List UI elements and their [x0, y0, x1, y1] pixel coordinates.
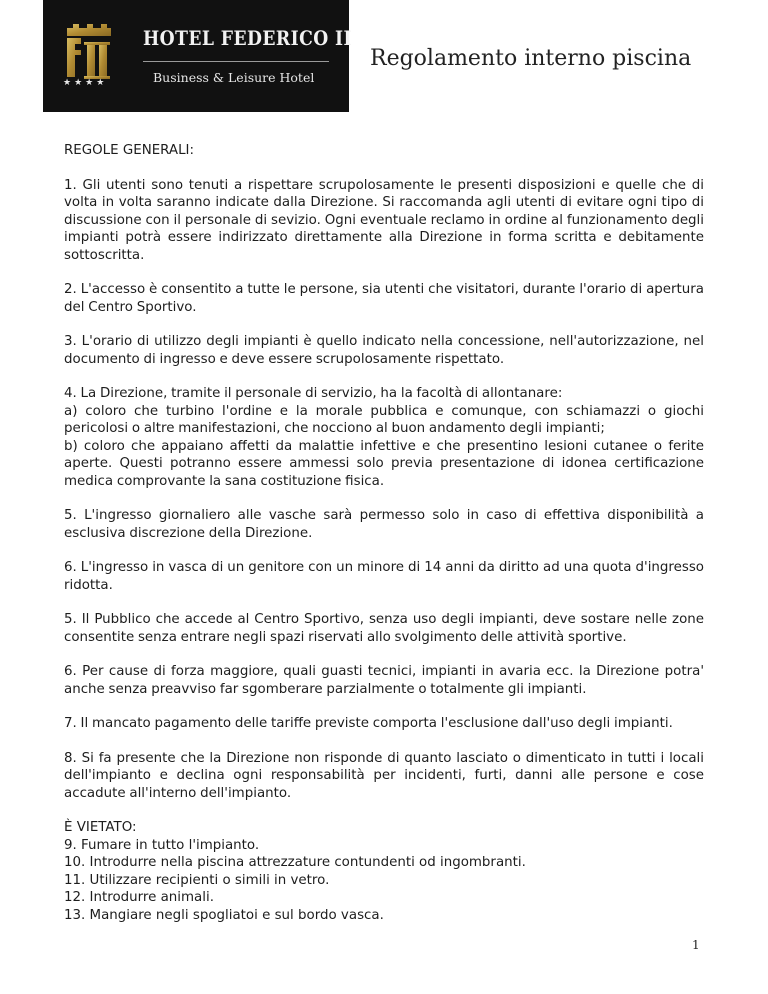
list-item: 13. Mangiare negli spogliatoi e sul bordo vasca.	[64, 907, 384, 923]
rule-4-item-b: b) coloro che appaiano affetti da malattie infettive e che presentino lesioni cutanee o ferite aperte. Questi potranno essere ammessi solo previa presentazione di idonea certificazione medica comprovante la sana costituzione fisica.	[64, 438, 704, 489]
document-body	[64, 142, 704, 924]
rule-1: 1. Gli utenti sono tenuti a rispettare scrupolosamente le presenti disposizioni e quelle che di volta in volta saranno indicate dalla Direzione. Si raccomanda agli utenti di evitare ogni tipo di discussione con il personale di sevizio. Ogni eventuale reclamo in ordine al funzionamento degli impianti potrà essere indirizzato direttamente alla Direzione in forma scritta e debitamente sottoscritta.	[64, 177, 704, 263]
rule-4-intro: 4. La Direzione, tramite il personale di servizio, ha la facoltà di allontanare:	[64, 386, 563, 401]
forbidden-list	[64, 837, 704, 925]
list-item: 10. Introdurre nella piscina attrezzature contundenti od ingombranti.	[64, 855, 526, 870]
rule-7: 7. Il mancato pagamento delle tariffe previste comporta l'esclusione dall'uso degli impianti.	[64, 716, 673, 731]
rule-5-public: 5. Il Pubblico che accede al Centro Sportivo, senza uso degli impianti, deve sostare nelle zone consentite senza entrare negli spazi riservati allo svolgimento delle attività sportive.	[64, 612, 704, 645]
hotel-tagline: Business & Leisure Hotel	[153, 70, 315, 85]
section-heading-forbidden: È VIETATO:	[64, 820, 137, 835]
hotel-name: HOTEL FEDERICO II	[143, 26, 352, 50]
rule-4-item-a: a) coloro che turbino l'ordine e la morale pubblica e comunque, con schiamazzi o giochi pericolosi o altre manifestazioni, che nocciono al buon andamento degli impianti;	[64, 403, 704, 436]
document-title: Regolamento interno piscina	[370, 46, 692, 71]
rating-stars: ★★★★	[63, 78, 108, 88]
rule-6: 6. L'ingresso in vasca di un genitore con un minore di 14 anni da diritto ad una quota d'ingresso ridotta.	[64, 560, 704, 593]
rule-8: 8. Si fa presente che la Direzione non risponde di quanto lasciato o dimenticato in tutti i locali dell'impianto e declina ogni responsabilità per incidenti, furti, danni alle persone e cose accadute all'interno dell'impianto.	[64, 750, 704, 801]
section-heading-general: REGOLE GENERALI:	[64, 143, 195, 158]
rule-3: 3. L'orario di utilizzo degli impianti è quello indicato nella concessione, nell'autorizzazione, nel documento di ingresso e deve essere scrupolosamente rispettato.	[64, 334, 704, 367]
rule-6-force-majeure: 6. Per cause di forza maggiore, quali guasti tecnici, impianti in avaria ecc. la Direzione potra' anche senza preavviso far sgomberare parzialmente o totalmente gli impianti.	[64, 664, 704, 697]
rule-5: 5. L'ingresso giornaliero alle vasche sarà permesso solo in caso di effettiva disponibilità a esclusiva discrezione della Direzione.	[64, 508, 704, 541]
hotel-logo	[43, 0, 352, 112]
list-item: 11. Utilizzare recipienti o simili in vetro.	[64, 872, 330, 888]
logo-divider	[143, 61, 329, 62]
rule-2: 2. L'accesso è consentito a tutte le persone, sia utenti che visitatori, durante l'orario di apertura del Centro Sportivo.	[64, 282, 704, 315]
castle-tower-emblem-icon	[61, 22, 117, 80]
rule-4	[64, 385, 704, 490]
page-number: 1	[692, 938, 700, 952]
list-item: 12. Introdurre animali.	[64, 890, 214, 905]
list-item: 9. Fumare in tutto l'impianto.	[64, 837, 260, 853]
